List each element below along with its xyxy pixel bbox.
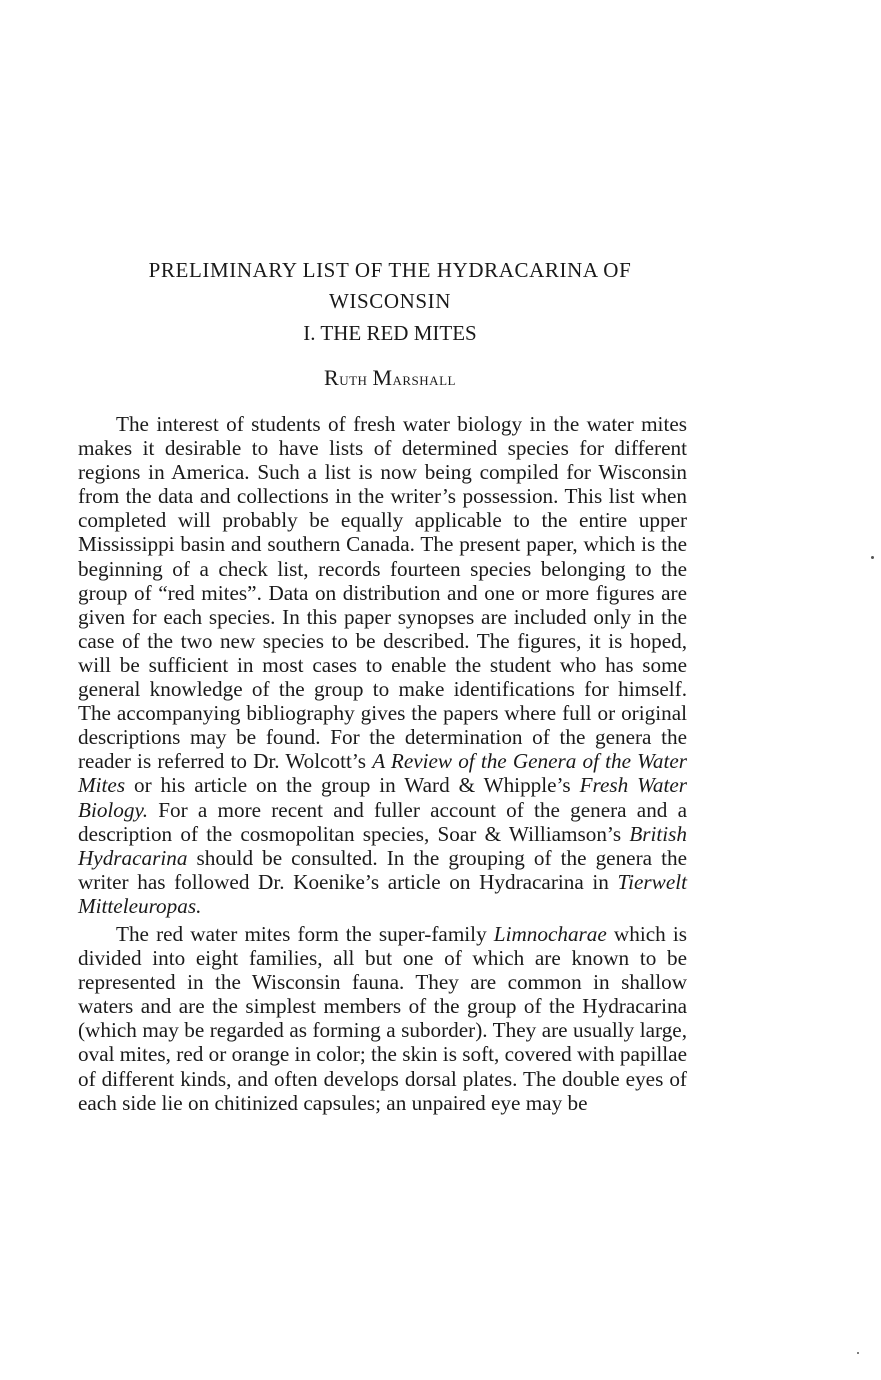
article-subtitle: I. THE RED MITES [303,321,477,345]
title-line-1: PRELIMINARY LIST OF THE HYDRACARINA OF [148,258,632,282]
p1-text-3: For a more recent and fuller account of the genera and a description of the cosmopolitan species, Soar & Williamson’s [78,797,687,846]
p1-italic-british-hydracarina: British Hydracarina [78,821,687,870]
p1-italic-review-title: A Review of the Genera of the Water Mites [78,749,687,798]
p1-text-4: should be consulted. In the grouping of the genera the writer has followed Dr. Koenike’s article on Hydracarina in [78,845,687,894]
p1-italic-fresh-water-biology: Fresh Water Biology. [78,773,687,822]
author-name [80,365,700,391]
paragraph-red-mites [78,922,687,1115]
article-body [78,412,687,1115]
p1-text-2: or his article on the group in Ward & Whipple’s [125,773,580,798]
author-first-initial: R [324,365,340,390]
author-last-initial: M [372,365,393,390]
title-line-2: WISCONSIN [328,289,452,313]
p2-text-2: which is divided into eight families, all but one of which are known to be represented in the Wisconsin fauna. They are common in shallow waters and are the simplest members of the group of the Hydracarina (which may be regarded as forming a suborder). They are usually large, oval mites, red or orange in color; the skin is soft, covered with papillae of different kinds, and often develops dorsal plates. The double eyes of each side lie on chitinized capsules; an unpaired eye may be [78,921,687,1115]
p2-italic-limnocharae: Limnocharae [493,921,607,946]
paragraph-intro [78,412,687,918]
p2-text-1: The red water mites form the super-family [116,921,494,946]
article-title-block [80,255,700,349]
p1-italic-tierwelt: Tierwelt Mitteleuropas. [78,869,687,918]
scan-speck [857,1352,859,1354]
scan-speck [871,556,874,559]
author-last-rest: arshall [392,369,456,389]
author-first-rest: uth [339,369,368,389]
p1-text-1: The interest of students of fresh water biology in the water mites makes it desirable to have lists of determined species for different regions in America. Such a list is now being compiled for Wisconsin from the data and collections in the writer’s possession. This list when completed will probably be equally applicable to the entire upper Mississippi basin and southern Canada. The present paper, which is the beginning of a check list, records fourteen species belonging to the group of “red mites”. Data on distribution and one or more figures are given for each species. In this paper synopses are included only in the case of the two new species to be described. The figures, it is hoped, will be sufficient in most cases to enable the student who has some general knowledge of the group to make identifications for himself. The accompanying bibliography gives the papers where full or original descriptions may be found. For the determination of the genera the reader is referred to Dr. Wolcott’s [78,412,687,774]
